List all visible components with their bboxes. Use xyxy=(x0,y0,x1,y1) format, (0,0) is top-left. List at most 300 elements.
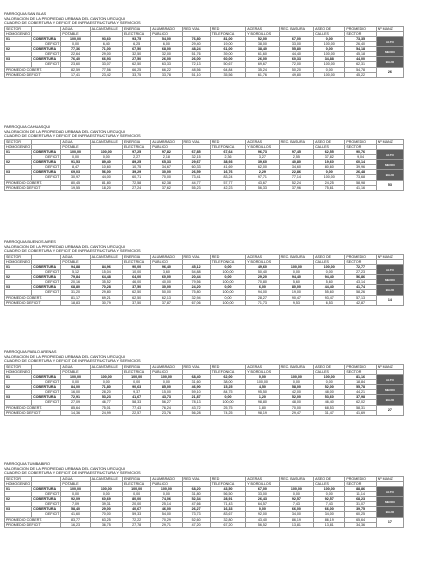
deficit-value: 22,64 xyxy=(61,52,90,57)
column-header: ALUMBRADO xyxy=(151,476,182,481)
sector-number: 02 xyxy=(5,160,32,165)
coverage-value: 0,00 xyxy=(210,275,246,280)
deficit-value: 70,00 xyxy=(151,175,182,180)
deficit-value: 79,56 xyxy=(182,280,210,285)
deficit-value: 56,50 xyxy=(210,492,246,497)
average-coverage-value: 35,24 xyxy=(246,67,279,72)
average-deficit-value: 74,25 xyxy=(210,410,246,415)
deficit-value: 5,12 xyxy=(61,270,90,275)
coverage-value: 69,03 xyxy=(61,170,90,175)
category-badge: BAJO xyxy=(376,395,403,405)
coverage-value: 20,44 xyxy=(182,275,210,280)
coverage-value: 0,00 xyxy=(314,170,345,175)
average-deficit-value: 41,69 xyxy=(345,410,376,415)
deficit-value: 60,25 xyxy=(345,512,376,517)
coverage-value: 43,73 xyxy=(151,395,182,400)
column-header: CALLES xyxy=(314,259,345,264)
average-deficit-value: 18,83 xyxy=(61,300,90,305)
column-header: HOMOGENEO xyxy=(6,31,31,36)
deficit-value: 10,00 xyxy=(123,270,151,275)
coverage-value: 37,98 xyxy=(345,395,376,400)
sector-number: 03 xyxy=(5,395,32,400)
coverage-value: 97,25 xyxy=(123,149,151,154)
sector-number: 02 xyxy=(5,385,32,390)
coverage-value: 45,12 xyxy=(182,264,210,269)
average-deficit-value: 33,75 xyxy=(123,72,151,77)
deficit-value: 27,23 xyxy=(345,270,376,275)
block-header xyxy=(4,12,404,26)
block-header xyxy=(4,350,404,364)
column-header: ALUMBRADO xyxy=(151,364,182,369)
average-coverage-value: 86,19 xyxy=(314,517,345,522)
coverage-value: 94,40 xyxy=(279,275,313,280)
coverage-value: 52,00 xyxy=(314,385,345,390)
average-deficit-row xyxy=(5,185,404,190)
coverage-value: 26,00 xyxy=(182,57,210,62)
deficit-value: 72,13 xyxy=(182,62,210,67)
deficit-value: 0,00 xyxy=(314,380,345,385)
coverage-value: 30,00 xyxy=(151,170,182,175)
deficit-value: 5,60 xyxy=(279,280,313,285)
coverage-value: 68,00 xyxy=(151,47,182,52)
average-deficit-value: 23,42 xyxy=(90,72,122,77)
deficit-value: 30,97 xyxy=(61,175,90,180)
average-coverage-value: 80,45 xyxy=(61,180,90,185)
coverage-value: 56,00 xyxy=(90,170,122,175)
average-deficit-row xyxy=(5,72,404,77)
deficit-value: 28,20 xyxy=(90,390,122,395)
average-deficit-value: 56,28 xyxy=(182,410,210,415)
deficit-value: 83,67 xyxy=(210,512,246,517)
deficit-value: 71,43 xyxy=(210,502,246,507)
coverage-value: 65,33 xyxy=(151,160,182,165)
coverage-value: 49,60 xyxy=(246,264,279,269)
deficit-value: 70,80 xyxy=(246,280,279,285)
average-deficit-value: 9,53 xyxy=(279,300,313,305)
deficit-value: 34,00 xyxy=(314,512,345,517)
coverage-value: 0,00 xyxy=(210,285,246,290)
column-header: PROMEDIO xyxy=(345,476,376,481)
column-header: ELECTRICA xyxy=(123,369,151,374)
average-deficit-row xyxy=(5,410,404,415)
deficit-value: 11,14 xyxy=(345,492,376,497)
column-header: PROMEDIO xyxy=(345,26,376,31)
average-coverage-value: 77,43 xyxy=(123,405,151,410)
average-coverage-label: PROMEDIO COBERT. xyxy=(5,67,61,72)
deficit-value: 0,00 xyxy=(90,155,122,160)
average-deficit-value: 34,36 xyxy=(345,522,376,527)
deficit-value: 0,00 xyxy=(61,380,90,385)
coverage-value: 80,00 xyxy=(123,497,151,502)
average-coverage-value: 77,56 xyxy=(90,67,122,72)
row-type-label: DEFICIT xyxy=(32,400,61,405)
valuation-title: VALORACION DE LA PROPIEDAD URBANA DEL CANTON URCUQUI xyxy=(4,353,125,359)
coverage-value: 56,86 xyxy=(345,275,376,280)
deficit-value: 16,00 xyxy=(61,390,90,395)
table-title: CUADRO DE COBERTURA Y DEFICIT DE INFRAESTRUCTURA Y SERVICIOS xyxy=(4,248,141,254)
average-coverage-value: 81,80 xyxy=(90,180,122,185)
deficit-value: 0,00 xyxy=(123,492,151,497)
sector-number: 02 xyxy=(5,497,32,502)
column-header: SECTOR xyxy=(345,369,376,374)
block-header xyxy=(4,240,404,254)
deficit-value: 32,15 xyxy=(182,155,210,160)
coverage-value: 100,00 xyxy=(61,486,90,491)
deficit-value: 2,27 xyxy=(123,155,151,160)
deficit-value: 73,68 xyxy=(345,175,376,180)
deficit-value: 31,20 xyxy=(61,290,90,295)
row-type-label: COBERTURA xyxy=(32,374,61,379)
column-header: ASEO DE xyxy=(314,254,345,259)
coverage-value: 68,23 xyxy=(345,497,376,502)
coverage-value: 29,00 xyxy=(90,507,122,512)
column-header: Y BORDILLOS xyxy=(246,481,279,486)
coverage-value: 90,00 xyxy=(123,264,151,269)
column-header: REC. BASURA xyxy=(279,26,313,31)
coverage-value: 4,50 xyxy=(246,385,279,390)
column-header: SECTOR xyxy=(345,481,376,486)
deficit-value: 7,09 xyxy=(61,502,90,507)
coverage-table xyxy=(4,139,404,191)
coverage-value: 100,00 xyxy=(90,374,122,379)
coverage-value: 85,00 xyxy=(151,385,182,390)
coverage-value: 16,33 xyxy=(210,507,246,512)
column-header: TELEFONICA xyxy=(210,369,246,374)
row-type-label: DEFICIT xyxy=(32,502,61,507)
coverage-value: 100,00 xyxy=(61,36,90,41)
column-header: ACERAS xyxy=(246,254,279,259)
average-deficit-value: 17,41 xyxy=(61,72,90,77)
deficit-value: 34,60 xyxy=(279,165,313,170)
average-deficit-value: 27,78 xyxy=(123,522,151,527)
block-header xyxy=(4,462,404,476)
average-coverage-value: 0,00 xyxy=(210,295,246,300)
column-header: SECTOR xyxy=(5,139,32,144)
average-coverage-value: 64,84 xyxy=(210,67,246,72)
manzanas-count: 53 xyxy=(376,180,403,190)
column-header: Y BORDILLOS xyxy=(246,144,279,149)
average-coverage-label: PROMEDIO COBERT. xyxy=(5,517,61,522)
deficit-value: 64,57 xyxy=(246,502,279,507)
average-deficit-label: PROMEDIO DEFICIT xyxy=(5,72,61,77)
coverage-value: 15,25 xyxy=(210,385,246,390)
column-header: CALLES xyxy=(314,481,345,486)
coverage-value: 22,86 xyxy=(279,170,313,175)
category-badge: BAJO xyxy=(376,170,403,180)
deficit-value: 100,00 xyxy=(210,400,246,405)
average-coverage-value: 43,67 xyxy=(246,180,279,185)
parroquia-title: PARROQUIA TUMBABIRO xyxy=(4,461,51,466)
average-deficit-label: PROMEDIO DEFICIT xyxy=(5,185,61,190)
average-deficit-value: 22,57 xyxy=(123,410,151,415)
column-header: ASEO DE xyxy=(314,139,345,144)
column-header: ALCANTARILLE xyxy=(90,139,122,144)
coverage-value: 84,00 xyxy=(61,385,90,390)
coverage-value: 40,80 xyxy=(279,160,313,165)
deficit-value: 3,60 xyxy=(151,270,182,275)
coverage-value: 60,33 xyxy=(279,57,313,62)
coverage-value: 44,00 xyxy=(345,57,376,62)
deficit-value: 47,66 xyxy=(182,502,210,507)
row-type-label: DEFICIT xyxy=(32,165,61,170)
column-header: ASEO DE xyxy=(314,476,345,481)
row-type-label: COBERTURA xyxy=(32,385,61,390)
category-badge: ALTO xyxy=(376,36,403,46)
coverage-table xyxy=(4,254,404,306)
average-coverage-value: 62,38 xyxy=(151,180,182,185)
average-deficit-value: 100,00 xyxy=(314,72,345,77)
deficit-value: 9,37 xyxy=(123,390,151,395)
average-deficit-value: 18,20 xyxy=(90,185,122,190)
manzanas-count: 26 xyxy=(376,67,403,77)
average-deficit-value: 33,78 xyxy=(151,72,182,77)
column-header: Nº MANZ xyxy=(376,26,403,31)
column-header: ENERGIA xyxy=(123,476,151,481)
deficit-value: 62,00 xyxy=(246,165,279,170)
deficit-value: 83,24 xyxy=(210,175,246,180)
category-badge: ALTO xyxy=(376,486,403,496)
sector-number: 01 xyxy=(5,264,32,269)
coverage-value: 68,80 xyxy=(61,285,90,290)
deficit-value: 46,77 xyxy=(90,400,122,405)
column-header: AGUA xyxy=(61,476,90,481)
coverage-value: 68,40 xyxy=(182,374,210,379)
deficit-value: 60,33 xyxy=(182,165,210,170)
column-header: SECTOR xyxy=(345,144,376,149)
coverage-value: 41,67 xyxy=(123,395,151,400)
column-header: ALCANTARILLE xyxy=(90,476,122,481)
deficit-value: 0,00 xyxy=(90,492,122,497)
average-coverage-value: 63,25 xyxy=(90,517,122,522)
row-type-label: DEFICIT xyxy=(32,270,61,275)
deficit-value: 3,27 xyxy=(246,155,279,160)
coverage-value: 100,00 xyxy=(61,374,90,379)
average-deficit-value: 56,52 xyxy=(246,522,279,527)
column-header: SECTOR xyxy=(345,259,376,264)
coverage-value: 0,00 xyxy=(314,47,345,52)
column-header: AGUA xyxy=(61,364,90,369)
coverage-value: 90,76 xyxy=(345,149,376,154)
deficit-value: 0,00 xyxy=(151,492,182,497)
average-coverage-value: 32,94 xyxy=(182,295,210,300)
average-coverage-value: 57,77 xyxy=(210,180,246,185)
coverage-value: 60,00 xyxy=(210,57,246,62)
deficit-value: 27,09 xyxy=(61,400,90,405)
deficit-value: 2,36 xyxy=(210,155,246,160)
parroquia-title: PARROQUIA PABLO ARENAS xyxy=(4,349,57,354)
average-coverage-value: 62,13 xyxy=(151,295,182,300)
average-coverage-value: 69,21 xyxy=(90,295,122,300)
column-header: ELECTRICA xyxy=(123,31,151,36)
coverage-value: 100,00 xyxy=(90,486,122,491)
coverage-value: 27,50 xyxy=(123,57,151,62)
deficit-value: 25,14 xyxy=(151,502,182,507)
row-type-label: DEFICIT xyxy=(32,42,61,47)
deficit-value: 73,73 xyxy=(182,512,210,517)
average-deficit-value: 55,23 xyxy=(182,185,210,190)
coverage-value: 16,76 xyxy=(210,170,246,175)
deficit-value: 29,80 xyxy=(90,290,122,295)
sector-number: 01 xyxy=(5,36,32,41)
deficit-value: 62,31 xyxy=(345,62,376,67)
sector-number: 02 xyxy=(5,47,32,52)
column-header: ACERAS xyxy=(246,139,279,144)
coverage-value: 38,93 xyxy=(210,160,246,165)
coverage-value: 72,91 xyxy=(61,395,90,400)
table-title: CUADRO DE COBERTURA Y DEFICIT DE INFRAESTRUCTURA Y SERVICIOS xyxy=(4,133,141,139)
column-header: SECTOR xyxy=(5,476,32,481)
deficit-value: 77,14 xyxy=(279,175,313,180)
column-header: SECTOR xyxy=(5,26,32,31)
row-type-label: DEFICIT xyxy=(32,492,61,497)
category-badge: MEDIO xyxy=(376,275,403,285)
deficit-value: 100,00 xyxy=(314,42,345,47)
deficit-value: 9,04 xyxy=(345,155,376,160)
column-header: Y BORDILLOS xyxy=(246,31,279,36)
column-header: REC. BASURA xyxy=(279,139,313,144)
average-deficit-value: 19,55 xyxy=(61,185,90,190)
average-deficit-value: 42,23 xyxy=(210,185,246,190)
average-coverage-value: 25,75 xyxy=(210,405,246,410)
coverage-value: 26,00 xyxy=(151,57,182,62)
coverage-value: 0,00 xyxy=(246,374,279,379)
deficit-value: 39,00 xyxy=(210,52,246,57)
coverage-table xyxy=(4,26,404,78)
coverage-value: 71,00 xyxy=(90,47,122,52)
coverage-value: 54,00 xyxy=(151,36,182,41)
coverage-value: 100,00 xyxy=(151,374,182,379)
deficit-value: 60,71 xyxy=(123,175,151,180)
deficit-value: 0,00 xyxy=(123,380,151,385)
coverage-value: 67,50 xyxy=(123,47,151,52)
deficit-value: 62,50 xyxy=(123,290,151,295)
column-header: ALCANTARILLE xyxy=(90,364,122,369)
coverage-value: 37,50 xyxy=(123,285,151,290)
table-title: CUADRO DE COBERTURA Y DEFICIT DE INFRAESTRUCTURA Y SERVICIOS xyxy=(4,358,141,364)
deficit-value: 42,00 xyxy=(279,390,313,395)
category-badge: MEDIO xyxy=(376,47,403,57)
deficit-value: 20,16 xyxy=(61,280,90,285)
column-header: ENERGIA xyxy=(123,254,151,259)
row-type-label: COBERTURA xyxy=(32,57,61,62)
deficit-value: 0,00 xyxy=(61,155,90,160)
coverage-value: 67,00 xyxy=(279,36,313,41)
deficit-value: 94,00 xyxy=(246,290,279,295)
deficit-value: 29,40 xyxy=(182,42,210,47)
average-deficit-value: 30,79 xyxy=(90,300,122,305)
average-coverage-value: 66,25 xyxy=(123,67,151,72)
deficit-value: 62,50 xyxy=(123,62,151,67)
deficit-value: 50,40 xyxy=(246,270,279,275)
coverage-value: 46,90 xyxy=(182,385,210,390)
average-coverage-value: 75,01 xyxy=(90,405,122,410)
column-header: ALCANTARILLE xyxy=(90,254,122,259)
coverage-value: 52,34 xyxy=(182,497,210,502)
deficit-value: 6,00 xyxy=(151,42,182,47)
deficit-value: 100,00 xyxy=(314,175,345,180)
coverage-table xyxy=(4,476,404,528)
deficit-value: 55,60 xyxy=(314,290,345,295)
sector-number: 02 xyxy=(5,275,32,280)
row-type-label: COBERTURA xyxy=(32,507,61,512)
column-header: ENERGIA xyxy=(123,364,151,369)
coverage-value: 60,14 xyxy=(345,160,376,165)
column-header: RED VIAL xyxy=(182,139,210,144)
coverage-value: 62,55 xyxy=(314,149,345,154)
parroquia-block xyxy=(4,240,404,306)
average-deficit-value: 29,71 xyxy=(151,522,182,527)
category-badge: MEDIO xyxy=(376,160,403,170)
coverage-value: 24,20 xyxy=(182,285,210,290)
column-header: SECTOR xyxy=(5,254,32,259)
coverage-value: 100,00 xyxy=(151,486,182,491)
coverage-value: 58,40 xyxy=(61,507,90,512)
average-coverage-value: 44,77 xyxy=(182,180,210,185)
column-header: CALLES xyxy=(314,369,345,374)
deficit-value: 29,00 xyxy=(90,52,122,57)
deficit-value: 6,40 xyxy=(90,42,122,47)
average-deficit-value: 27,24 xyxy=(123,185,151,190)
deficit-value: 31,80 xyxy=(182,492,210,497)
row-type-label: COBERTURA xyxy=(32,395,61,400)
column-header: POTABLE xyxy=(61,31,90,36)
deficit-value: 51,76 xyxy=(182,52,210,57)
column-header: ELECTRICA xyxy=(123,144,151,149)
column-header: ASEO DE xyxy=(314,364,345,369)
deficit-value: 0,00 xyxy=(61,492,90,497)
deficit-value: 0,00 xyxy=(61,42,90,47)
column-header: Nº MANZ xyxy=(376,364,403,369)
deficit-value: 59,10 xyxy=(182,390,210,395)
coverage-value: 39,60 xyxy=(246,160,279,165)
average-deficit-label: PROMEDIO DEFICIT xyxy=(5,300,61,305)
coverage-value: 66,00 xyxy=(279,507,313,512)
coverage-value: 100,00 xyxy=(279,264,313,269)
average-coverage-value: 52,60 xyxy=(182,517,210,522)
average-deficit-value: 67,20 xyxy=(210,522,246,527)
category-badge: MEDIO xyxy=(376,497,403,507)
average-coverage-value: 43,40 xyxy=(246,517,279,522)
row-type-label: DEFICIT xyxy=(32,52,61,57)
category-badge: BAJO xyxy=(376,285,403,295)
average-deficit-value: 16,23 xyxy=(61,522,90,527)
column-header: REC. BASURA xyxy=(279,364,313,369)
average-deficit-value: 23,76 xyxy=(151,410,182,415)
deficit-value: 48,00 xyxy=(314,390,345,395)
deficit-value: 41,69 xyxy=(210,165,246,170)
coverage-value: 96,40 xyxy=(151,264,182,269)
average-coverage-value: 72,22 xyxy=(123,517,151,522)
coverage-value: 26,27 xyxy=(182,507,210,512)
sector-number: 03 xyxy=(5,507,32,512)
coverage-value: 100,00 xyxy=(61,149,90,154)
average-deficit-value: 37,50 xyxy=(123,300,151,305)
row-type-label: DEFICIT xyxy=(32,380,61,385)
deficit-value: 39,96 xyxy=(345,165,376,170)
coverage-value: 92,09 xyxy=(61,497,90,502)
column-header: POTABLE xyxy=(61,144,90,149)
coverage-table xyxy=(4,364,404,416)
column-header: ACERAS xyxy=(246,26,279,31)
deficit-value: 37,82 xyxy=(314,155,345,160)
coverage-value: 26,48 xyxy=(345,170,376,175)
coverage-value: 52,00 xyxy=(279,395,313,400)
coverage-value: 97,45 xyxy=(279,149,313,154)
deficit-value: 10,75 xyxy=(123,165,151,170)
column-header: HOMOGENEO xyxy=(6,369,31,374)
coverage-value: 39,75 xyxy=(345,507,376,512)
coverage-value: 41,74 xyxy=(345,285,376,290)
